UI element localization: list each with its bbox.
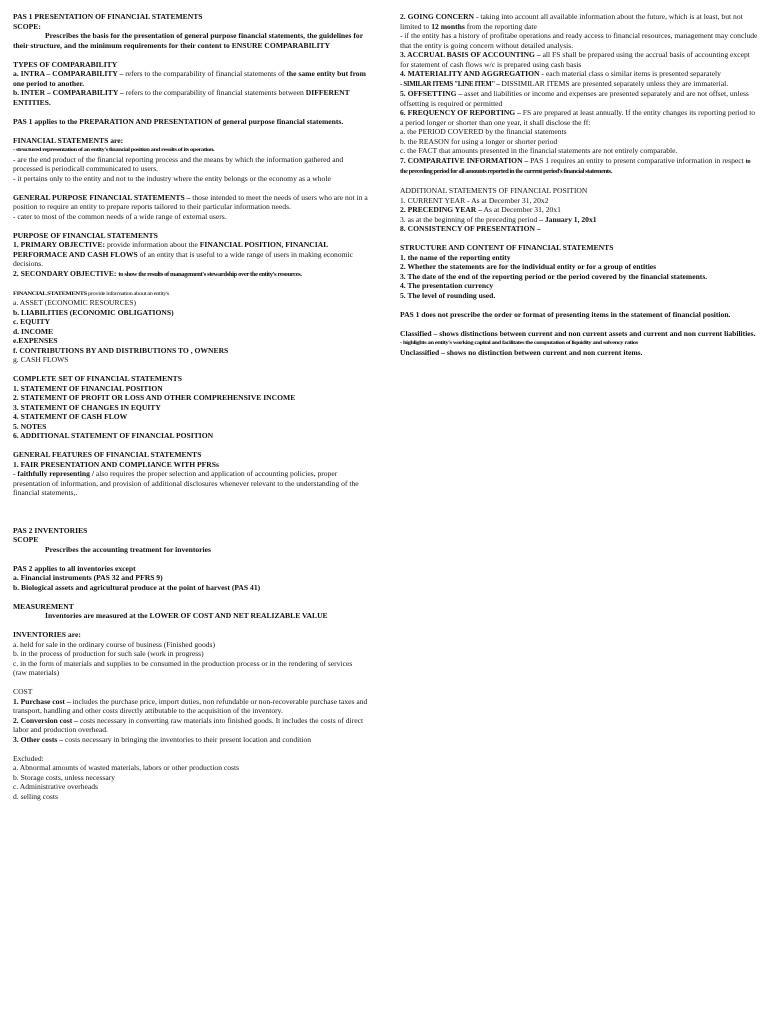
excluded-item: b. Storage costs, unless necessary xyxy=(13,772,116,782)
additional-heading: ADDITIONAL STATEMENTS OF FINANCIAL POSITION xyxy=(400,186,588,195)
consistency: 8. CONSISTENCY OF PRESENTATION – xyxy=(400,224,541,233)
frequency-item: c. the FACT that amounts presented in the financial statements are not entirely comparable. xyxy=(400,146,678,155)
materiality: 4. MATERIALITY AND AGGREGATION - each material class o similar items is presented separately xyxy=(400,69,721,78)
purchase-cost: 1. Purchase cost – includes the purchase price, import duties, non refundable or non-recoverable purchase taxes and transport, handling and other costs directly attibutable to the acquisition of the inventory. xyxy=(13,696,368,715)
additional-beginning: 3. as at the beginning of the preceding period – January 1, 20x1 xyxy=(400,214,597,224)
faithful-representation: - faithfully representing / also requires the proper selection and application of accounting policies, proper presentation of information, and provision of additional disclosures whenever relevant to the understanding of the financial statements,. xyxy=(13,469,359,497)
complete-item: 2. STATEMENT OF PROFIT OR LOSS AND OTHER COMPREHENSIVE INCOME xyxy=(13,393,296,402)
feature-1: 1. FAIR PRESENTATION AND COMPLIANCE WITH PFRSs xyxy=(13,459,219,469)
complete-set-heading: COMPLETE SET OF FINANCIAL STATEMENTS xyxy=(13,374,182,383)
frequency-item: a. the PERIOD COVERED by the financial statements xyxy=(400,127,567,136)
complete-item: 4. STATEMENT OF CASH FLOW xyxy=(13,412,128,421)
other-costs: 3. Other costs – costs necessary in bringing the inventories to their present location and condition xyxy=(13,734,312,744)
structure-heading: STRUCTURE AND CONTENT OF FINANCIAL STATEMENTS xyxy=(400,243,614,252)
fs-are-3: - it pertains only to the entity and not to the industry where the entity belongs or the economy as a whole xyxy=(13,173,331,183)
pas2-scope-text: Prescribes the accounting treatment for inventories xyxy=(45,544,211,554)
right-column xyxy=(400,12,758,357)
features-heading: GENERAL FEATURES OF FINANCIAL STATEMENTS xyxy=(13,450,202,459)
going-concern: 2. GOING CONCERN - taking into account all available information about the future, which is at least, but not limited to 12 months from the reporting date xyxy=(400,12,743,31)
pas1-title: PAS 1 PRESENTATION OF FINANCIAL STATEMENTS xyxy=(13,12,203,21)
structure-item: 2. Whether the statements are for the individual entity or for a group of entities xyxy=(400,262,657,271)
pas2-exception: b. Biological assets and agricultural produce at the point of harvest (PAS 41) xyxy=(13,582,261,592)
inventories-item: b. in the process of production for such sale (work in progress) xyxy=(13,649,204,658)
element-cash-flows: g. CASH FLOWS xyxy=(13,355,69,364)
element-liabilities: b. LIABILITIES (ECONOMIC OBLIGATIONS) xyxy=(13,307,174,317)
structure-item: 5. The level of rounding used. xyxy=(400,290,496,300)
structure-item: 4. The presentation currency xyxy=(400,281,494,290)
pas1-applies: PAS 1 applies to the PREPARATION AND PRESENTATION of general purpose financial statements. xyxy=(13,116,344,126)
left-column xyxy=(13,12,368,801)
element-contributions: f. CONTRIBUTIONS BY AND DISTRIBUTIONS TO , OWNERS xyxy=(13,345,229,355)
complete-item: 1. STATEMENT OF FINANCIAL POSITION xyxy=(13,383,163,393)
fs-are-2: - are the end product of the financial reporting process and the means by which the information gathered and processed is periodicall communicated to users. xyxy=(13,154,344,173)
excluded-item: a. Abnormal amounts of wasted materials, labors or other production costs xyxy=(13,763,240,772)
inventories-are-heading: INVENTORIES are: xyxy=(13,630,81,639)
inter-comparability: b. INTER – COMPARABILITY – refers to the comparability of financial statements between DIFFERENT ENTITIES. xyxy=(13,88,350,107)
measurement-text: Inventories are measured at the LOWER OF COST AND NET REALIZABLE VALUE xyxy=(45,611,328,620)
accrual-basis: 3. ACCRUAL BASIS OF ACCOUNTING – all FS shall be prepared using the accrual basis of accounting except for statement of cash flows w/c is prepared using cash basis xyxy=(400,50,750,69)
complete-item: 6. ADDITIONAL STATEMENT OF FINANCIAL POSITION xyxy=(13,431,214,440)
inventories-item: a. held for sale in the ordinary course of business (Finished goods) xyxy=(13,639,216,649)
cost-heading: COST xyxy=(13,687,33,696)
pas2-exception: a. Financial instruments (PAS 32 and PFRS 9) xyxy=(13,573,163,582)
frequency-item: b. the REASON for using a longer or shorter period xyxy=(400,136,558,146)
excluded-heading: Excluded: xyxy=(13,753,44,763)
pas2-applies: PAS 2 applies to all inventories except xyxy=(13,563,136,573)
gpfs-2: - cater to most of the common needs of a wide range of external users. xyxy=(13,211,227,221)
complete-item: 3. STATEMENT OF CHANGES IN EQUITY xyxy=(13,402,161,412)
element-asset: a. ASSET (ECONOMIC RESOURCES) xyxy=(13,298,137,307)
excluded-item: c. Administrative overheads xyxy=(13,782,98,791)
element-equity: c. EQUITY xyxy=(13,317,51,326)
similar-items: - SIMILAR ITEMS "LINE ITEM" – DISSIMILAR ITEMS are presented separately unless they are immaterial. xyxy=(400,78,729,88)
excluded-item: d. selling costs xyxy=(13,791,58,801)
pas1-scope-label: SCOPE: xyxy=(13,21,41,31)
fs-provide: FINANCIAL STATEMENTS provide information about an entity's xyxy=(13,290,169,297)
unclassified: Unclassified – shows no distinction between current and non current items. xyxy=(400,347,643,357)
comparative: 7. COMPARATIVE INFORMATION – PAS 1 requires an entity to present comparative information in respect to the preceding period for all amounts reported in the current period's financial statements. xyxy=(400,155,751,175)
pas2-title: PAS 2 INVENTORIES xyxy=(13,525,88,535)
measurement-label: MEASUREMENT xyxy=(13,601,74,611)
classified-highlight: - highlights an entity's working capital and facilitates the computation of liquidity and solvency ratios xyxy=(400,339,638,346)
purpose-heading: PURPOSE OF FINANCIAL STATEMENTS xyxy=(13,230,158,240)
classified: Classified – shows distinctions between current and non current assets and current and non current liabilities. xyxy=(400,328,756,338)
going-concern-2: - if the entity has a history of profitabe operations and ready access to financial resources, management may conclude that the entity is going concern without detailed analysis. xyxy=(400,31,758,50)
structure-item: 1. the name of the reporting entity xyxy=(400,252,511,262)
secondary-objective: 2. SECONDARY OBJECTIVE: to show the results of management's stewardship over the entity's resources. xyxy=(13,268,302,278)
pas2-scope-label: SCOPE xyxy=(13,535,39,544)
gpfs-definition: GENERAL PURPOSE FINANCIAL STATEMENTS – those intended to meet the needs of users who are not in a position to require an entity to prepare reports tailored to their particular information needs. xyxy=(13,192,368,211)
conversion-cost: 2. Conversion cost – costs necessary in converting raw materials into finished goods. It includes the costs of direct labor and production overhead. xyxy=(13,715,364,734)
pas1-scope-text: Prescribes the basis for the presentation of general purpose financial statements, the guidelines for their structure, and the minimum requirements for their content to ENSURE COMPARABILITY xyxy=(13,31,363,50)
frequency: 6. FREQUENCY OF REPORTING – FS are prepared at least annually. If the entity changes its reporting period to a period longer or shorter than one year, it shall disclose the ff: xyxy=(400,108,756,127)
fs-are-1: - structured representation of an entity's financial position and results of its operation. xyxy=(13,146,215,153)
no-order-note: PAS 1 does not prescribe the order or format of presenting items in the statement of financial position. xyxy=(400,309,731,319)
additional-current: 1. CURRENT YEAR - As at December 31, 20x2 xyxy=(400,195,549,205)
complete-item: 5. NOTES xyxy=(13,421,47,431)
element-income: d. INCOME xyxy=(13,326,54,336)
inventories-item: c. in the form of materials and supplies to be consumed in the production process or in the rendering of services (raw materials) xyxy=(13,658,353,677)
intra-comparability: a. INTRA – COMPARABILITY – refers to the comparability of financial statements of the same entity but from one period to another. xyxy=(13,69,366,88)
structure-item: 3. The date of the end of the reporting period or the period covered by the financial statements. xyxy=(400,271,708,281)
types-heading: TYPES OF COMPARABILITY xyxy=(13,59,118,69)
fs-are-heading: FINANCIAL STATEMENTS are: xyxy=(13,135,124,145)
element-expenses: e.EXPENSES xyxy=(13,336,58,345)
primary-objective: 1. PRIMARY OBJECTIVE: provide information about the FINANCIAL POSITION, FINANCIAL PERFORMACE AND CASH FLOWS of an entity that is useful to a wide range of users in making economic decisions. xyxy=(13,240,353,268)
additional-preceding: 2. PRECEDING YEAR – As at December 31, 20x1 xyxy=(400,205,561,214)
offsetting: 5. OFFSETTING – asset and liabilities or income and expenses are presented separately and are not offset, unless offsetting is required or permitted xyxy=(400,89,749,108)
